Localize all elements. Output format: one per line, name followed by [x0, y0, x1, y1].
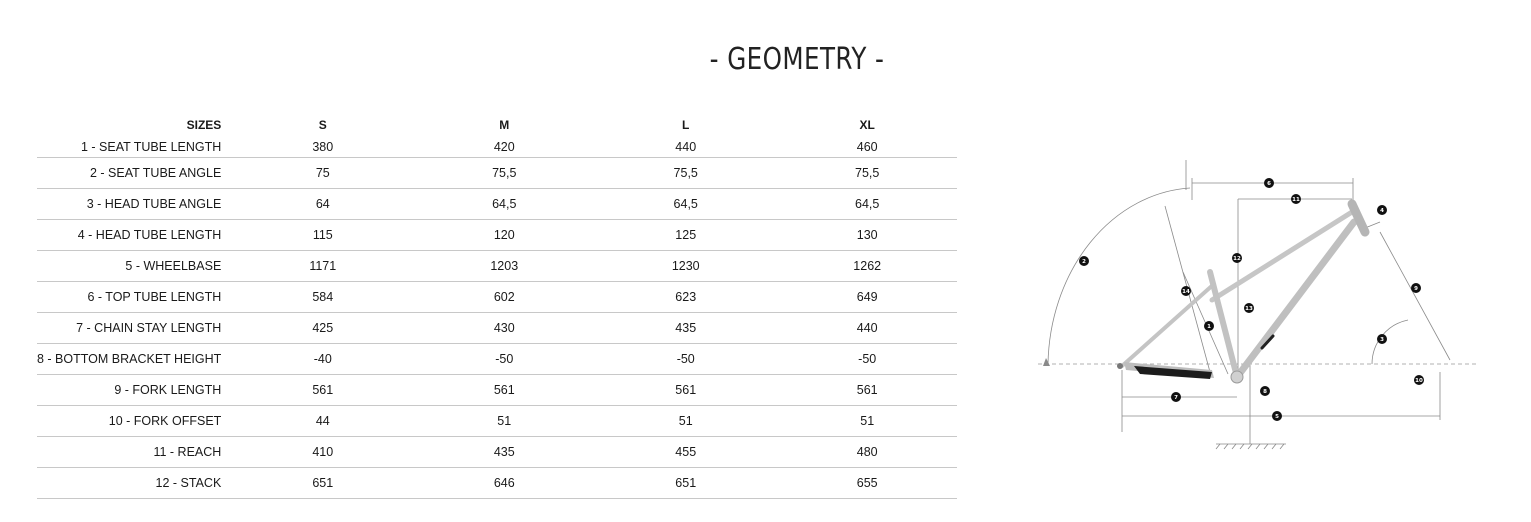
row-label: 8 - BOTTOM BRACKET HEIGHT — [37, 344, 221, 375]
svg-text:14: 14 — [1182, 289, 1190, 295]
svg-text:6: 6 — [1267, 181, 1271, 187]
cell-l: -50 — [584, 344, 787, 375]
cell-l: 51 — [584, 406, 787, 437]
cell-l: 651 — [584, 468, 787, 499]
row-label: 10 - FORK OFFSET — [37, 406, 221, 437]
table-row — [37, 282, 957, 313]
cell-l: 435 — [584, 313, 787, 344]
row-label: 1 - SEAT TUBE LENGTH — [37, 137, 221, 158]
cell-s: 425 — [221, 313, 424, 344]
cell-m: -50 — [424, 344, 584, 375]
cell-s: 75 — [221, 158, 424, 189]
svg-text:11: 11 — [1292, 197, 1300, 203]
dimension-marker-8 — [1260, 386, 1270, 396]
row-label: 12 - STACK — [37, 468, 221, 499]
cell-m: 75,5 — [424, 158, 584, 189]
dimension-marker-4 — [1377, 205, 1387, 215]
cell-l: 75,5 — [584, 158, 787, 189]
cell-m: 646 — [424, 468, 584, 499]
header-s: S — [318, 118, 327, 132]
header-m: M — [499, 118, 510, 132]
dimension-marker-11 — [1291, 194, 1301, 204]
cell-s: 561 — [221, 375, 424, 406]
cell-xl: 460 — [787, 137, 947, 158]
cell-s: 44 — [221, 406, 424, 437]
cell-xl: 480 — [787, 437, 947, 468]
cell-l: 1230 — [584, 251, 787, 282]
cell-l: 125 — [584, 220, 787, 251]
cell-l: 64,5 — [584, 189, 787, 220]
dimension-marker-12 — [1232, 253, 1242, 263]
table-row — [37, 137, 957, 158]
svg-text:1: 1 — [1207, 324, 1211, 330]
svg-text:9: 9 — [1414, 286, 1418, 292]
cell-s: 115 — [221, 220, 424, 251]
table-row — [37, 468, 957, 499]
cell-m: 1203 — [424, 251, 584, 282]
table-header-row — [37, 113, 957, 137]
svg-text:4: 4 — [1380, 208, 1384, 214]
cell-xl: 51 — [787, 406, 947, 437]
cell-m: 51 — [424, 406, 584, 437]
cell-xl: 440 — [787, 313, 947, 344]
cell-s: 380 — [221, 137, 424, 158]
svg-text:12: 12 — [1233, 256, 1241, 262]
cell-xl: 655 — [787, 468, 947, 499]
dimension-marker-14 — [1181, 286, 1191, 296]
dimension-marker-5 — [1272, 411, 1282, 421]
table-row — [37, 251, 957, 282]
cell-s: 64 — [221, 189, 424, 220]
row-label: 2 - SEAT TUBE ANGLE — [37, 158, 221, 189]
cell-m: 435 — [424, 437, 584, 468]
cell-l: 455 — [584, 437, 787, 468]
cell-m: 420 — [424, 137, 584, 158]
bike-geometry-diagram — [1030, 150, 1490, 460]
cell-m: 430 — [424, 313, 584, 344]
dimension-marker-7 — [1171, 392, 1181, 402]
cell-l: 440 — [584, 137, 787, 158]
row-label: 6 - TOP TUBE LENGTH — [37, 282, 221, 313]
cell-xl: 130 — [787, 220, 947, 251]
header-xl: XL — [859, 118, 875, 132]
dimension-lines — [1038, 160, 1478, 449]
cell-s: 584 — [221, 282, 424, 313]
bike-frame — [1117, 204, 1365, 383]
row-label: 5 - WHEELBASE — [37, 251, 221, 282]
svg-text:13: 13 — [1245, 306, 1253, 312]
table-row — [37, 344, 957, 375]
cell-xl: 561 — [787, 375, 947, 406]
table-row — [37, 313, 957, 344]
row-label: 9 - FORK LENGTH — [37, 375, 221, 406]
cell-xl: -50 — [787, 344, 947, 375]
header-l: L — [682, 118, 690, 132]
svg-text:2: 2 — [1082, 259, 1086, 265]
cell-xl: 75,5 — [787, 158, 947, 189]
cell-l: 561 — [584, 375, 787, 406]
cell-m: 602 — [424, 282, 584, 313]
svg-text:10: 10 — [1415, 378, 1423, 384]
svg-text:3: 3 — [1380, 337, 1384, 343]
svg-text:7: 7 — [1174, 395, 1178, 401]
cell-s: 410 — [221, 437, 424, 468]
row-label: 3 - HEAD TUBE ANGLE — [37, 189, 221, 220]
cell-xl: 649 — [787, 282, 947, 313]
dimension-marker-10 — [1414, 375, 1424, 385]
page-title: - GEOMETRY - — [709, 42, 885, 77]
dimension-marker-1 — [1204, 321, 1214, 331]
cell-xl: 64,5 — [787, 189, 947, 220]
cell-m: 120 — [424, 220, 584, 251]
cell-l: 623 — [584, 282, 787, 313]
geometry-table — [37, 113, 957, 499]
dimension-marker-2 — [1079, 256, 1089, 266]
cell-s: 651 — [221, 468, 424, 499]
table-row — [37, 406, 957, 437]
svg-text:5: 5 — [1275, 414, 1279, 420]
dimension-marker-3 — [1377, 334, 1387, 344]
dimension-markers — [1079, 178, 1424, 421]
table-row — [37, 158, 957, 189]
table-row — [37, 375, 957, 406]
row-label: 11 - REACH — [37, 437, 221, 468]
dimension-marker-6 — [1264, 178, 1274, 188]
table-row — [37, 220, 957, 251]
cell-m: 561 — [424, 375, 584, 406]
table-row — [37, 437, 957, 468]
table-row — [37, 189, 957, 220]
cell-s: -40 — [221, 344, 424, 375]
row-label: 7 - CHAIN STAY LENGTH — [37, 313, 221, 344]
cell-xl: 1262 — [787, 251, 947, 282]
row-label: 4 - HEAD TUBE LENGTH — [37, 220, 221, 251]
cell-s: 1171 — [221, 251, 424, 282]
dimension-marker-9 — [1411, 283, 1421, 293]
svg-text:8: 8 — [1263, 389, 1267, 395]
dimension-marker-13 — [1244, 303, 1254, 313]
header-sizes: SIZES — [186, 118, 222, 132]
cell-m: 64,5 — [424, 189, 584, 220]
